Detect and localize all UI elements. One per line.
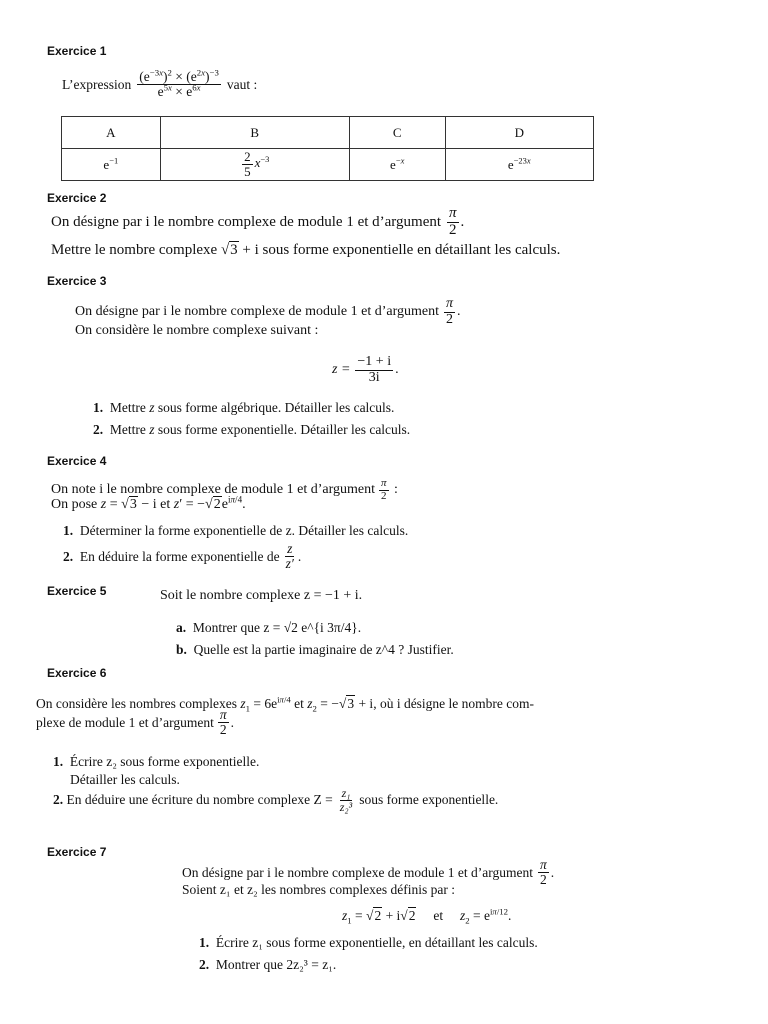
exercise-3-item-2: 2. Mettre z sous forme exponentielle. Détailler les calculs. xyxy=(93,422,411,437)
exercise-1-statement xyxy=(62,67,258,100)
exercise-3-heading: Exercice 3 xyxy=(47,274,107,288)
exercise-3-line-1: On désigne par i le nombre complexe de module 1 et d’argument $\frac{\pi}{2}$ . xyxy=(75,296,461,327)
exercise-7-heading: Exercice 7 xyxy=(47,845,107,859)
exercise-7-line-1: On désigne par i le nombre complexe de module 1 et d’argument $\frac{\pi}{2}$ . xyxy=(182,857,555,888)
exercise-4-line-1: On note i le nombre complexe de module 1 et d’argument $\frac{\pi}{2}$ : xyxy=(51,477,398,502)
exercise-4-item-2: 2. En déduire la forme exponentielle de $\frac{z}{z'}$ . xyxy=(63,541,302,572)
answer-table xyxy=(61,116,594,181)
exercise-2-line-1: On désigne par i le nombre complexe de module 1 et d’argument $\frac{\pi}{2}$ . xyxy=(51,205,465,238)
option-b-value: $\frac{2}{5}$ $x^{-3}$ xyxy=(160,149,349,181)
exercise-6-line-1: On considère les nombres complexes $z_1 = 6e^{i\pi/4}$ et $z_2 = -√3 + i$, où i désigne le nombre com- xyxy=(36,694,535,714)
exercise-5-heading: Exercice 5 xyxy=(47,584,107,598)
option-c-header: C xyxy=(349,117,445,149)
exercise-6-heading: Exercice 6 xyxy=(47,666,107,680)
expression-label: L’expression xyxy=(62,76,132,92)
option-c-value: $e^{-x}$ xyxy=(349,149,445,181)
expression-fraction: $\frac{(e^{-3x})^2 \times (e^{2x})^{-3}}{e^{5x} \times e^{6x}}$ xyxy=(139,67,219,100)
exercise-5-line-1: Soit le nombre complexe z = −1 + i. xyxy=(160,588,363,603)
exercise-6-item-1-cont: Détailler les calculs. xyxy=(70,772,180,787)
exercise-4-item-1: 1. Déterminer la forme exponentielle de z. Détailler les calculs. xyxy=(63,523,409,538)
option-b-header: B xyxy=(160,117,349,149)
exercise-4-heading: Exercice 4 xyxy=(47,454,107,468)
option-d-header: D xyxy=(445,117,593,149)
expression-suffix: vaut : xyxy=(226,76,258,92)
exercise-2-line-2: Mettre le nombre complexe √3 + i sous forme exponentielle en détaillant les calculs. xyxy=(51,242,561,258)
exercise-7-line-2: Soient z₁ et z₂ les nombres complexes définis par : xyxy=(182,882,455,897)
exercise-7-item-1: 1. Écrire z₁ sous forme exponentielle, en détaillant les calculs. xyxy=(199,935,538,950)
option-a-value: $e^{-1}$ xyxy=(62,149,161,181)
exercise-3-line-2: On considère le nombre complexe suivant : xyxy=(75,323,319,338)
exercise-6-item-2: 2. En déduire une écriture du nombre complexe Z = $\frac{\text{z₁}}{\text{z₂³}}$ sous forme exponentielle. xyxy=(53,786,499,814)
exercise-7-definitions: $z_1 = √2 + i√2$ et $z_2 = e^{i\pi/12}$. xyxy=(342,906,512,926)
exercise-6-line-2: plexe de module 1 et d’argument $\frac{\pi}{2}$ . xyxy=(36,707,234,738)
option-a-header: A xyxy=(62,117,161,149)
exercise-1-heading: Exercice 1 xyxy=(47,44,107,58)
exercise-4-line-2: On pose z = √3 − i et $z' = -√2e^{i\pi/4}$. xyxy=(51,494,246,512)
exercise-6-item-1: 1. Écrire z₂ sous forme exponentielle. xyxy=(53,754,260,769)
exercise-3-item-1: 1. Mettre z sous forme algébrique. Détailler les calculs. xyxy=(93,400,395,415)
exercise-5-item-a: a. Montrer que z = √2 e^{i 3π/4}. xyxy=(176,620,362,635)
exercise-2-heading: Exercice 2 xyxy=(47,191,107,205)
exercise-5-item-b: b. Quelle est la partie imaginaire de z^4 ? Justifier. xyxy=(176,642,454,657)
option-d-value: $e^{-23x}$ xyxy=(445,149,593,181)
exercise-3-z-definition: z = $\frac{-1 + i}{3i}$ . xyxy=(332,354,399,385)
exercise-7-item-2: 2. Montrer que 2z₂³ = z₁. xyxy=(199,957,337,972)
